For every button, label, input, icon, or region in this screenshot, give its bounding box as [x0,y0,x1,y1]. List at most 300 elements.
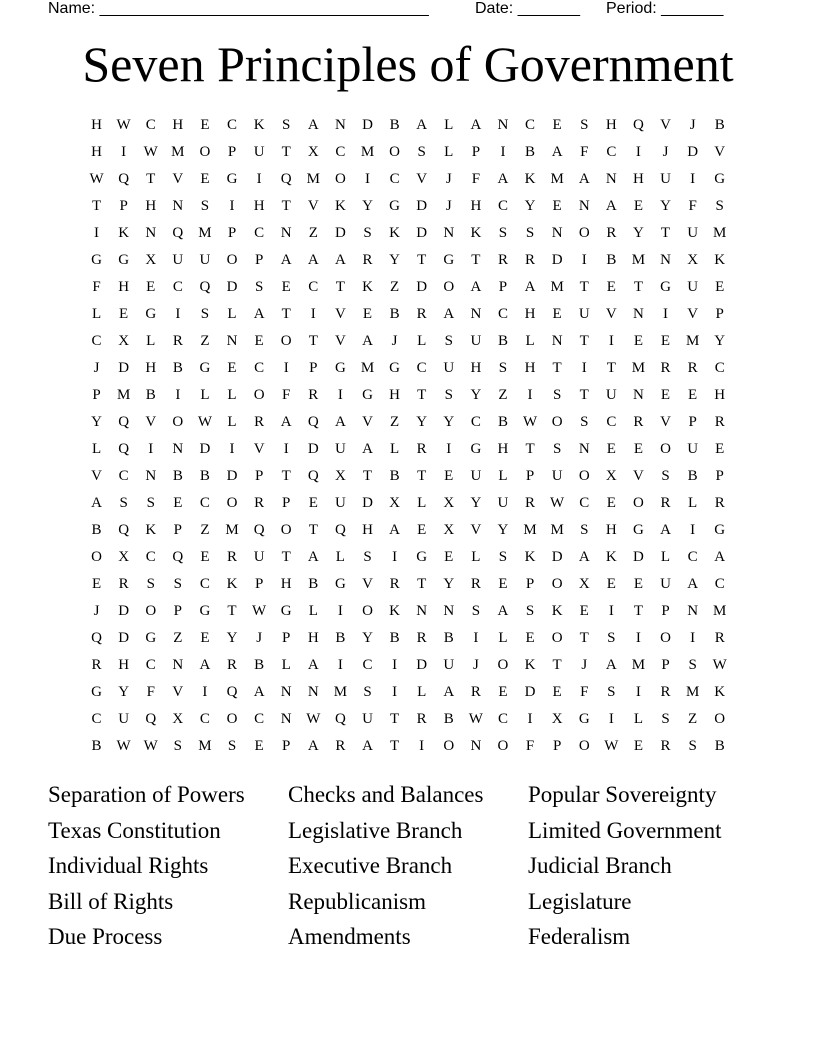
grid-letter: S [580,414,589,430]
grid-letter: O [714,711,726,727]
grid-letter: S [525,603,535,619]
grid-letter: K [118,225,130,241]
grid-letter: O [660,630,671,646]
grid-letter: B [172,468,183,484]
grid-letter: H [524,360,536,376]
grid-letter: O [551,414,563,430]
grid-letter: S [363,684,372,700]
grid-letter: Y [633,225,644,241]
grid-letter: A [687,576,699,592]
grid-letter: P [525,468,535,484]
grid-letter: Z [200,522,210,538]
grid-letter: Q [307,414,319,430]
grid-letter: N [280,711,292,727]
grid-letter: P [525,576,535,592]
grid-letter: A [443,306,455,322]
grid-letter: E [119,306,129,322]
grid-letter: E [606,576,616,592]
grid-letter: Z [688,711,698,727]
grid-letter: T [606,360,616,376]
grid-letter: R [470,576,481,592]
grid-letter: I [202,684,208,700]
grid-letter: R [389,576,400,592]
grid-row [83,517,735,544]
grid-letter: C [497,198,508,214]
grid-letter: H [389,387,400,403]
grid-letter: P [552,738,562,754]
grid-letter: L [471,549,481,565]
grid-letter: F [580,684,589,700]
grid-letter: G [91,684,102,700]
grid-letter: E [146,279,156,295]
grid-letter: I [392,657,398,673]
grid-letter: V [605,306,617,322]
grid-letter: S [498,549,508,565]
grid-letter: O [443,738,455,754]
grid-letter: O [389,144,400,160]
grid-letter: T [389,738,400,754]
grid-letter: Q [334,522,346,538]
grid-letter: O [226,252,238,268]
grid-letter: G [226,171,238,187]
grid-letter: G [714,522,726,538]
grid-letter: S [146,576,155,592]
grid-letter: N [172,441,184,457]
grid-letter: S [580,522,589,538]
grid-letter: Q [199,279,211,295]
grid-letter: U [362,711,373,727]
grid-letter: H [605,117,617,133]
grid-letter: Z [173,630,183,646]
grid-letter: Q [118,441,130,457]
grid-letter: A [497,603,509,619]
grid-letter: U [470,333,482,349]
grid-row [83,220,735,247]
grid-letter: I [310,306,316,322]
grid-letter: T [362,468,373,484]
grid-letter: C [308,279,319,295]
grid-letter: L [633,711,643,727]
grid-letter: S [580,117,589,133]
grid-letter: G [443,252,455,268]
grid-letter: T [335,279,345,295]
grid-letter: A [307,657,319,673]
grid-letter: V [307,198,319,214]
word-bank-item: Separation of Powers [48,782,245,807]
grid-letter: Y [443,414,455,430]
grid-letter: W [468,711,483,727]
grid-row [83,166,735,193]
page-title: Seven Principles of Government [82,36,734,92]
grid-letter: U [443,657,455,673]
grid-letter: K [145,522,157,538]
grid-letter: I [364,171,370,187]
grid-letter: O [497,738,509,754]
grid-letter: T [281,306,291,322]
grid-letter: P [254,468,264,484]
grid-letter: U [253,549,265,565]
grid-letter: T [281,468,291,484]
grid-letter: F [580,144,589,160]
grid-letter: D [199,441,211,457]
grid-letter: S [119,495,128,511]
grid-letter: D [118,630,130,646]
grid-letter: G [714,171,726,187]
grid-letter: V [714,144,726,160]
grid-row [83,490,735,517]
grid-letter: A [307,549,319,565]
grid-letter: U [172,252,184,268]
grid-letter: A [605,657,617,673]
grid-letter: A [524,279,536,295]
grid-letter: J [93,360,100,376]
grid-letter: T [579,630,589,646]
grid-letter: K [551,603,563,619]
grid-letter: G [118,252,130,268]
grid-letter: R [416,630,427,646]
grid-letter: W [116,738,131,754]
grid-letter: G [389,198,400,214]
grid-letter: F [92,279,101,295]
grid-letter: B [389,468,400,484]
grid-letter: A [362,441,373,457]
grid-letter: E [552,117,562,133]
grid-letter: Y [524,198,536,214]
grid-letter: M [550,279,564,295]
grid-letter: I [392,684,398,700]
grid-letter: G [280,603,292,619]
grid-letter: P [227,144,237,160]
grid-letter: V [660,117,671,133]
grid-letter: D [362,495,373,511]
grid-letter: T [579,279,589,295]
grid-letter: B [714,738,725,754]
grid-letter: Q [280,171,292,187]
grid-row [83,436,735,463]
date-field-label: Date: _______ [475,0,580,17]
period-field-label: Period: _______ [606,0,724,17]
grid-letter: A [714,549,726,565]
grid-letter: T [471,252,481,268]
grid-letter: S [471,603,481,619]
grid-letter: T [417,387,427,403]
grid-letter: L [660,549,671,565]
grid-letter: K [714,684,726,700]
word-bank-item: Executive Branch [288,853,453,878]
grid-letter: C [254,225,265,241]
word-bank-item: Judicial Branch [528,853,672,878]
grid-letter: K [389,225,400,241]
grid-letter: E [552,306,562,322]
grid-letter: H [253,198,265,214]
grid-letter: O [334,171,346,187]
word-bank-item: Legislature [528,889,632,914]
grid-letter: X [145,252,157,268]
grid-letter: M [198,225,212,241]
grid-letter: U [334,441,346,457]
grid-letter: I [527,711,533,727]
grid-letter: E [579,603,589,619]
grid-letter: N [470,738,482,754]
grid-letter: I [94,225,100,241]
grid-letter: P [282,630,291,646]
grid-letter: U [687,441,699,457]
grid-letter: D [551,549,563,565]
grid-letter: C [91,333,102,349]
grid-letter: H [118,657,130,673]
grid-letter: H [470,198,482,214]
grid-letter: A [443,684,455,700]
grid-letter: N [551,225,563,241]
grid-letter: O [497,657,509,673]
grid-letter: D [226,468,238,484]
grid-letter: R [660,360,671,376]
grid-letter: T [281,198,291,214]
grid-letter: I [608,711,614,727]
grid-letter: V [172,171,184,187]
grid-letter: A [307,117,319,133]
grid-letter: W [604,738,619,754]
grid-letter: M [550,522,564,538]
grid-letter: N [307,684,319,700]
grid-letter: D [551,252,563,268]
grid-letter: N [578,441,590,457]
grid-letter: S [282,117,291,133]
grid-letter: R [525,495,536,511]
grid-letter: L [525,333,535,349]
grid-letter: L [91,441,102,457]
grid-letter: K [524,657,536,673]
grid-letter: D [687,144,699,160]
grid-letter: S [498,225,508,241]
grid-letter: K [714,252,726,268]
grid-letter: O [551,576,563,592]
grid-letter: I [419,738,425,754]
grid-letter: U [334,495,346,511]
grid-letter: H [172,117,184,133]
grid-letter: D [416,279,428,295]
grid-letter: Q [118,414,130,430]
grid-letter: C [497,306,508,322]
grid-letter: N [605,171,617,187]
grid-letter: U [497,495,509,511]
grid-letter: M [116,387,131,403]
grid-letter: B [714,117,725,133]
grid-letter: Q [334,711,346,727]
grid-letter: B [389,117,400,133]
grid-letter: O [226,495,238,511]
grid-letter: E [552,684,562,700]
grid-letter: N [145,468,157,484]
grid-letter: W [197,414,212,430]
grid-letter: I [608,603,614,619]
grid-letter: L [688,495,698,511]
grid-letter: E [633,441,643,457]
grid-letter: G [334,360,346,376]
grid-letter: E [498,576,508,592]
grid-letter: L [335,549,345,565]
grid-letter: K [389,603,400,619]
grid-letter: I [473,630,479,646]
grid-letter: E [173,495,183,511]
grid-letter: J [662,144,669,160]
grid-letter: U [470,468,482,484]
grid-letter: M [306,171,320,187]
grid-letter: K [524,549,536,565]
grid-letter: F [525,738,535,754]
grid-letter: D [416,225,428,241]
grid-letter: A [660,522,671,538]
grid-letter: A [91,495,102,511]
grid-letter: L [308,603,318,619]
grid-letter: N [226,333,238,349]
grid-letter: O [280,333,292,349]
grid-letter: X [443,522,455,538]
grid-letter: B [172,360,183,376]
grid-letter: C [389,171,400,187]
grid-letter: L [444,117,454,133]
grid-letter: O [253,387,265,403]
grid-letter: X [443,495,455,511]
grid-letter: A [470,279,482,295]
grid-letter: C [145,657,156,673]
grid-letter: S [200,198,210,214]
grid-letter: A [280,414,292,430]
grid-letter: H [714,387,726,403]
grid-letter: L [281,657,291,673]
grid-letter: L [227,414,237,430]
grid-letter: S [200,306,210,322]
grid-letter: A [578,549,590,565]
grid-letter: G [334,576,346,592]
grid-letter: V [687,306,699,322]
grid-letter: R [660,738,671,754]
grid-letter: R [308,387,319,403]
grid-letter: S [661,711,670,727]
grid-letter: E [200,171,210,187]
grid-letter: Y [362,198,373,214]
grid-letter: P [715,306,724,322]
grid-letter: I [527,387,533,403]
grid-letter: D [118,603,130,619]
grid-letter: P [661,603,670,619]
grid-letter: M [225,522,239,538]
grid-letter: A [470,117,482,133]
grid-letter: O [633,495,644,511]
grid-letter: Y [470,495,482,511]
grid-letter: M [631,252,646,268]
grid-letter: A [389,522,400,538]
grid-letter: H [497,441,509,457]
grid-letter: B [145,387,156,403]
grid-row [83,706,735,733]
grid-letter: A [497,171,509,187]
grid-letter: R [362,252,373,268]
grid-letter: V [416,171,428,187]
grid-letter: C [470,414,481,430]
grid-letter: A [605,198,617,214]
word-bank-item: Checks and Balances [288,782,484,807]
grid-letter: T [417,252,427,268]
grid-letter: M [631,657,646,673]
grid-letter: V [172,684,184,700]
grid-letter: L [444,144,454,160]
grid-letter: L [146,333,156,349]
grid-letter: G [633,522,644,538]
grid-letter: A [280,252,292,268]
grid-letter: C [497,711,508,727]
grid-letter: E [91,576,102,592]
grid-letter: E [552,198,562,214]
grid-row [83,139,735,166]
grid-letter: I [608,333,614,349]
grid-letter: I [121,144,127,160]
grid-letter: I [283,441,289,457]
grid-letter: H [524,306,536,322]
grid-row [83,382,735,409]
grid-letter: R [525,252,536,268]
grid-letter: I [337,603,343,619]
grid-letter: O [91,549,102,565]
grid-letter: M [550,171,564,187]
word-bank-item: Republicanism [288,889,426,914]
grid-letter: S [607,684,616,700]
grid-letter: E [606,495,616,511]
grid-letter: X [605,468,617,484]
grid-letter: I [175,387,181,403]
grid-letter: H [280,576,292,592]
grid-letter: J [256,630,263,646]
grid-letter: Y [714,333,726,349]
grid-letter: S [552,387,562,403]
grid-letter: S [146,495,155,511]
grid-letter: T [91,198,102,214]
grid-letter: I [690,522,696,538]
grid-letter: R [91,657,102,673]
grid-letter: K [253,117,265,133]
grid-letter: E [200,549,210,565]
grid-letter: I [229,198,235,214]
grid-letter: C [199,711,210,727]
grid-letter: N [334,117,346,133]
grid-letter: T [281,549,291,565]
grid-letter: Y [660,198,671,214]
grid-letter: W [306,711,321,727]
grid-letter: R [335,738,346,754]
grid-letter: E [227,360,237,376]
grid-letter: W [143,738,158,754]
grid-letter: N [660,252,671,268]
grid-letter: V [362,576,373,592]
grid-letter: W [116,117,131,133]
grid-letter: S [254,279,264,295]
grid-letter: T [281,144,291,160]
grid-letter: E [660,333,671,349]
grid-letter: Q [172,225,184,241]
grid-letter: P [173,603,182,619]
grid-letter: Q [145,711,157,727]
grid-letter: D [226,279,238,295]
grid-letter: B [91,522,102,538]
grid-row [83,247,735,274]
grid-letter: D [118,360,130,376]
grid-row [83,409,735,436]
grid-letter: K [605,549,617,565]
student-info-header [48,0,738,22]
grid-letter: I [581,252,587,268]
grid-letter: L [227,306,237,322]
grid-letter: O [199,144,211,160]
